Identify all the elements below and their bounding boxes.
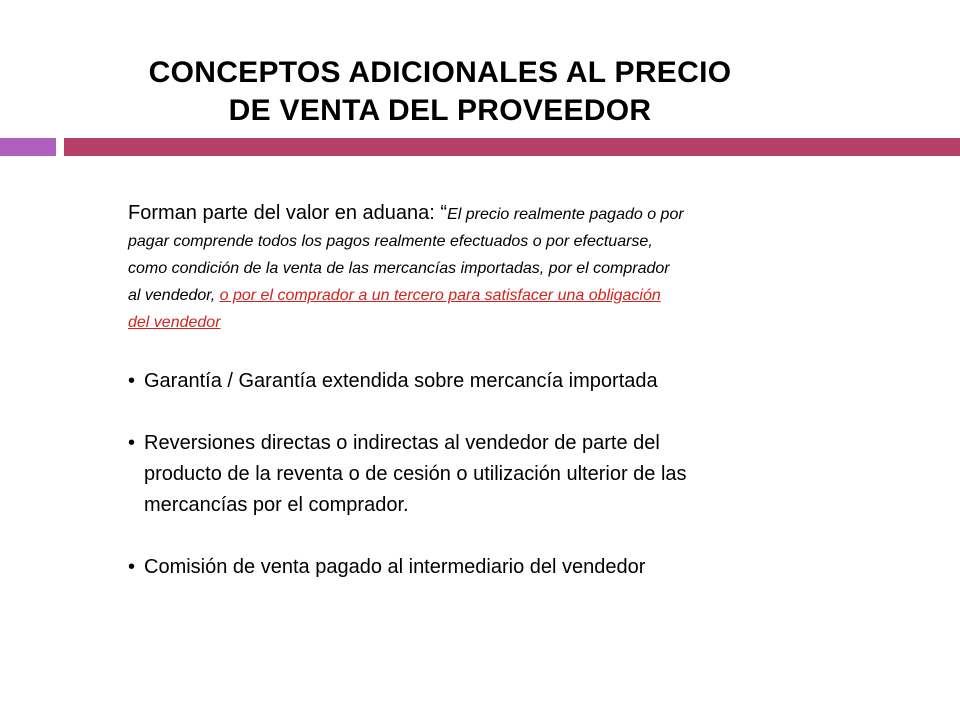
accent-bar-large — [64, 138, 960, 156]
bullet-text-continued: mercancías por el comprador. — [144, 494, 409, 516]
intro-line-1 — [128, 200, 868, 228]
intro-line-5 — [128, 309, 868, 336]
bullet-marker: • — [128, 556, 136, 578]
quote-text-4: al vendedor, — [128, 287, 220, 304]
highlighted-phrase-1: o por el comprador a un tercero para satisfacer una obligación — [219, 287, 661, 304]
intro-paragraph — [128, 200, 868, 336]
title-line-2: DE VENTA DEL PROVEEDOR — [228, 94, 652, 127]
bullet-list — [128, 366, 888, 583]
accent-bar-gap — [56, 128, 64, 164]
intro-lead: Forman parte del valor en aduana: “ — [128, 202, 448, 224]
bullet-item-warranty — [128, 366, 888, 397]
quote-text-2: pagar comprende todos los pagos realmente efectuados o por efectuarse, — [128, 233, 653, 250]
highlighted-phrase-2: del vendedor — [128, 314, 221, 331]
title-line-1: CONCEPTOS ADICIONALES AL PRECIO — [148, 56, 732, 89]
intro-line-4 — [128, 282, 868, 309]
bullet-text: Reversiones directas o indirectas al vendedor de parte del — [144, 432, 660, 454]
bullet-text-continued: producto de la reventa o de cesión o utilización ulterior de las — [144, 463, 687, 485]
bullet-marker: • — [128, 432, 136, 454]
bullet-item-reversions — [128, 428, 888, 521]
bullet-text: Garantía / Garantía extendida sobre mercancía importada — [144, 370, 658, 392]
bullet-item-commission — [128, 552, 888, 583]
bullet-marker: • — [128, 370, 136, 392]
accent-bar-small — [0, 138, 56, 156]
bullet-text: Comisión de venta pagado al intermediario del vendedor — [144, 556, 646, 578]
quote-text-3: como condición de la venta de las mercancías importadas, por el comprador — [128, 260, 670, 277]
slide-title — [100, 54, 780, 130]
quote-text-1: El precio realmente pagado o por — [447, 206, 684, 223]
